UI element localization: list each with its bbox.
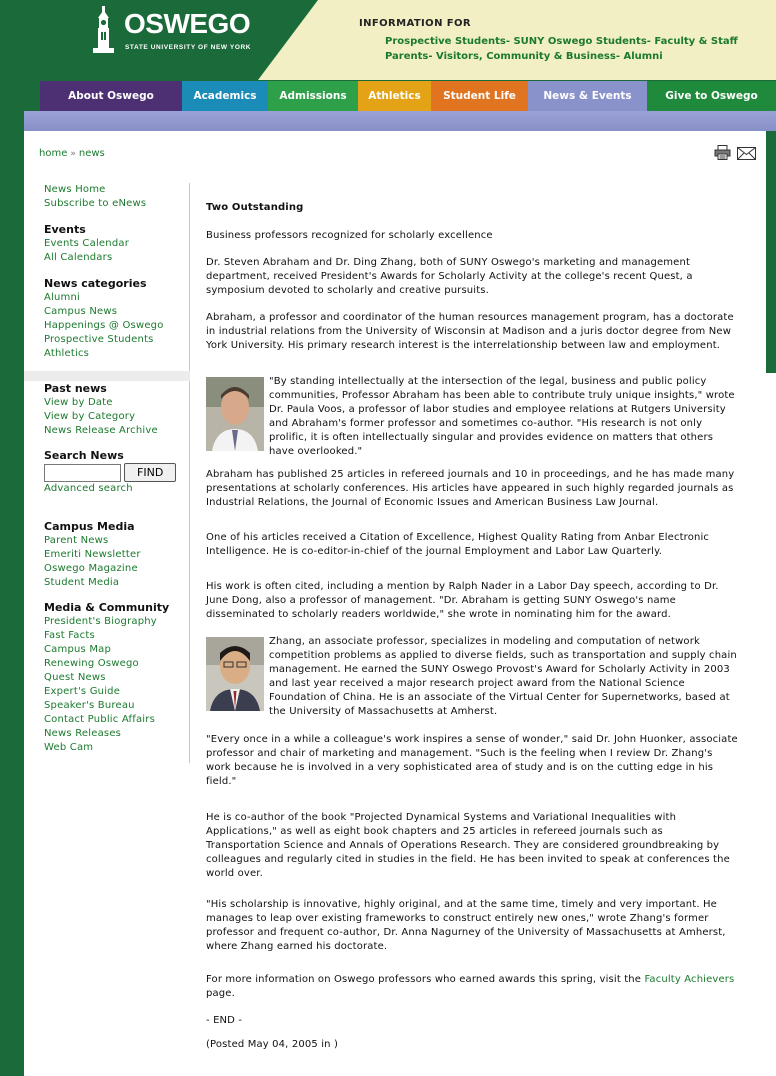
article-subtitle: Business professors recognized for scholarly excellence (206, 230, 493, 241)
sidebar-media-community (44, 601, 169, 755)
tab-about-oswego[interactable]: About Oswego (40, 81, 182, 111)
sidebar-link-student-media[interactable]: Student Media (44, 577, 120, 588)
information-for-box (258, 0, 776, 80)
tab-academics[interactable]: Academics (182, 81, 268, 111)
sidebar-link-campus-map[interactable]: Campus Map (44, 644, 112, 655)
page-tools (711, 145, 756, 163)
sidebar-link-subscribe[interactable]: Subscribe to eNews (44, 198, 147, 209)
sidebar-link-all-calendars[interactable]: All Calendars (44, 252, 113, 263)
article-paragraph: Abraham has published 25 articles in refereed journals and 10 in proceedings, and he has made many presentations at scholarly conferences. His articles have appeared in such highly regarded journals as Industrial Relations, the Journal of Economic Issues and American Business Law Journal. (206, 469, 735, 508)
article-paragraph: He is co-author of the book "Projected Dynamical Systems and Variational Inequalities with Applications," as well as eight book chapters and 25 articles in refereed journals such as Transportation Science and Annals of Operations Research. They are considered groundbreaking by colleagues and regularly cited in studies in the field. He has been invited to speak at conferences the world over. (206, 812, 730, 879)
article-paragraph: For more information on Oswego professors who earned awards this spring, visit the Faculty Achievers page. (206, 974, 735, 999)
breadcrumb-news[interactable]: news (78, 148, 105, 159)
audience-link-visitors[interactable]: Visitors, Community & Business (436, 51, 616, 62)
sidebar-categories (44, 277, 164, 361)
sidebar-heading-categories: News categories (44, 277, 147, 290)
audience-link-faculty[interactable]: Faculty & Staff (654, 36, 738, 47)
sidebar-link-advanced-search[interactable]: Advanced search (44, 483, 133, 494)
right-margin-strip (765, 373, 776, 1076)
sidebar-link-parent-news[interactable]: Parent News (44, 535, 109, 546)
breadcrumb-home[interactable]: home (39, 148, 68, 159)
oswego-logo[interactable] (90, 4, 260, 60)
envelope-icon[interactable] (737, 147, 756, 163)
sidebar-link-emeriti[interactable]: Emeriti Newsletter (44, 549, 141, 560)
main-nav (40, 81, 776, 111)
sidebar-heading-events: Events (44, 223, 86, 236)
sidebar-campus-media (44, 520, 141, 590)
find-button[interactable]: FIND (124, 463, 176, 482)
sidebar-link-web-cam[interactable]: Web Cam (44, 742, 94, 753)
article-posted-date: (Posted May 04, 2005 in ) (206, 1039, 339, 1050)
search-input[interactable] (44, 464, 121, 482)
sidebar-search (44, 449, 176, 496)
tab-give-to-oswego[interactable]: Give to Oswego (647, 81, 776, 111)
sidebar-link-news-home[interactable]: News Home (44, 184, 106, 195)
sidebar-link-archive[interactable]: News Release Archive (44, 425, 158, 436)
sidebar-events (44, 223, 129, 265)
zhang-block (206, 635, 740, 719)
printer-icon[interactable] (714, 145, 731, 163)
sidebar-link-fast-facts[interactable]: Fast Facts (44, 630, 95, 641)
sidebar-heading-search: Search News (44, 449, 124, 462)
logo-wordmark: OSWEGO (124, 8, 251, 39)
article-paragraph: One of his articles received a Citation of Excellence, Highest Quality Rating from Anbar Electronic Intelligence. He is co-editor-in-chief of the journal Employment and Labor Law Quarterly. (206, 532, 710, 557)
sidebar-heading-campus-media: Campus Media (44, 520, 135, 533)
sidebar-link-prospective[interactable]: Prospective Students (44, 334, 154, 345)
tab-admissions[interactable]: Admissions (268, 81, 358, 111)
site-header (0, 0, 776, 130)
sidebar-top-links (44, 183, 146, 211)
tab-news-events[interactable]: News & Events (528, 81, 647, 111)
article (206, 201, 740, 1065)
breadcrumb (39, 148, 105, 159)
sidebar-gap (24, 371, 190, 381)
article-paragraph: "Every once in a while a colleague's work inspires a sense of wonder," said Dr. John Huonker, associate professor and chair of marketing and management. "Such is the feeling when I review Dr. Zhang's work because he is involved in a very sophisticated area of study and is on the cutting edge in his field." (206, 734, 738, 787)
article-paragraph: "His scholarship is innovative, highly original, and at the same time, timely and very important. He manages to leap over existing frameworks to construct entirely new ones," wrote Zhang's former professor and frequent co-author, Dr. Anna Nagurney of the University of Massachusetts at Amherst, where Zhang earned his doctorate. (206, 899, 726, 952)
audience-links-row-1: Prospective Students- SUNY Oswego Students- Faculty & Staff (385, 36, 738, 47)
audience-link-alumni[interactable]: Alumni (623, 51, 663, 62)
logo-subtitle: STATE UNIVERSITY OF NEW YORK (125, 44, 252, 51)
sidebar-link-quest-news[interactable]: Quest News (44, 672, 106, 683)
sidebar-link-renewing[interactable]: Renewing Oswego (44, 658, 139, 669)
sidebar-link-contact-pa[interactable]: Contact Public Affairs (44, 714, 156, 725)
sidebar-past-news (44, 382, 158, 438)
clock-tower-icon (90, 4, 124, 56)
article-paragraph: His work is often cited, including a mention by Ralph Nader in a Labor Day speech, according to Dr. June Dong, also a professor of management. "Dr. Abraham is getting SUNY Oswego's name disseminated to scholarly readers worldwide," she wrote in nominating him for the award. (206, 581, 719, 620)
breadcrumb-separator: » (70, 149, 76, 159)
audience-link-prospective[interactable]: Prospective Students (385, 36, 506, 47)
sidebar-heading-media-community: Media & Community (44, 601, 170, 614)
audience-link-parents[interactable]: Parents (385, 51, 429, 62)
content-area (24, 131, 766, 1076)
audience-link-suny-students[interactable]: SUNY Oswego Students (513, 36, 647, 47)
zhang-photo (206, 637, 264, 711)
sidebar-link-happenings[interactable]: Happenings @ Oswego (44, 320, 164, 331)
sidebar-link-view-by-category[interactable]: View by Category (44, 411, 136, 422)
sidebar-link-news-releases[interactable]: News Releases (44, 728, 122, 739)
info-title: INFORMATION FOR (359, 18, 471, 29)
faculty-achievers-link[interactable]: Faculty Achievers (644, 974, 735, 985)
article-end-marker: - END - (206, 1015, 243, 1026)
sidebar-heading-past-news: Past news (44, 382, 107, 395)
article-paragraph: Zhang, an associate professor, specializes in modeling and computation of network competition problems as applied to diverse fields, such as transportation and supply chain management. He earned the SUNY Oswego Provost's Award for Scholarly Activity in 2003 and last year received a major research project award from the National Science Foundation of China. He is an associate of the Virtual Center for Supernetworks, based at the University of Massachusetts at Amherst. (269, 636, 737, 717)
article-paragraph: "By standing intellectually at the intersection of the legal, business and public policy communities, Professor Abraham has been able to contribute truly unique insights," wrote Dr. Paula Voos, a professor of labor studies and employee relations at Rutgers University and Abraham's former professor and sometimes co-author. "His research is not only prolific, it is often intellectually singular and provides evidence on matters that others have overlooked." (269, 376, 735, 457)
sub-nav-bar (24, 111, 776, 131)
sidebar-link-president-bio[interactable]: President's Biography (44, 616, 157, 627)
sidebar-link-alumni[interactable]: Alumni (44, 292, 81, 303)
article-paragraph: Abraham, a professor and coordinator of the human resources management program, has a doctorate in industrial relations from the University of Wisconsin at Madison and a juris doctor degree from New York University. His primary research interest is the interrelationship between law and employment. (206, 312, 734, 351)
abraham-block (206, 375, 740, 459)
tab-athletics[interactable]: Athletics (358, 81, 431, 111)
article-title: Two Outstanding (206, 202, 304, 213)
abraham-photo (206, 377, 264, 451)
article-paragraph: Dr. Steven Abraham and Dr. Ding Zhang, both of SUNY Oswego's marketing and management department, received President's Awards for Scholarly Activity at the college's recent Quest, a symposium devoted to scholarly and creative pursuits. (206, 257, 693, 296)
sidebar-link-magazine[interactable]: Oswego Magazine (44, 563, 138, 574)
audience-links-row-2: Parents- Visitors, Community & Business- Alumni (385, 51, 663, 62)
sidebar-link-campus-news[interactable]: Campus News (44, 306, 118, 317)
sidebar-link-speakers-bureau[interactable]: Speaker's Bureau (44, 700, 135, 711)
sidebar-link-view-by-date[interactable]: View by Date (44, 397, 113, 408)
tab-student-life[interactable]: Student Life (431, 81, 528, 111)
sidebar-link-events-calendar[interactable]: Events Calendar (44, 238, 130, 249)
sidebar-link-athletics[interactable]: Athletics (44, 348, 90, 359)
sidebar-link-experts-guide[interactable]: Expert's Guide (44, 686, 121, 697)
